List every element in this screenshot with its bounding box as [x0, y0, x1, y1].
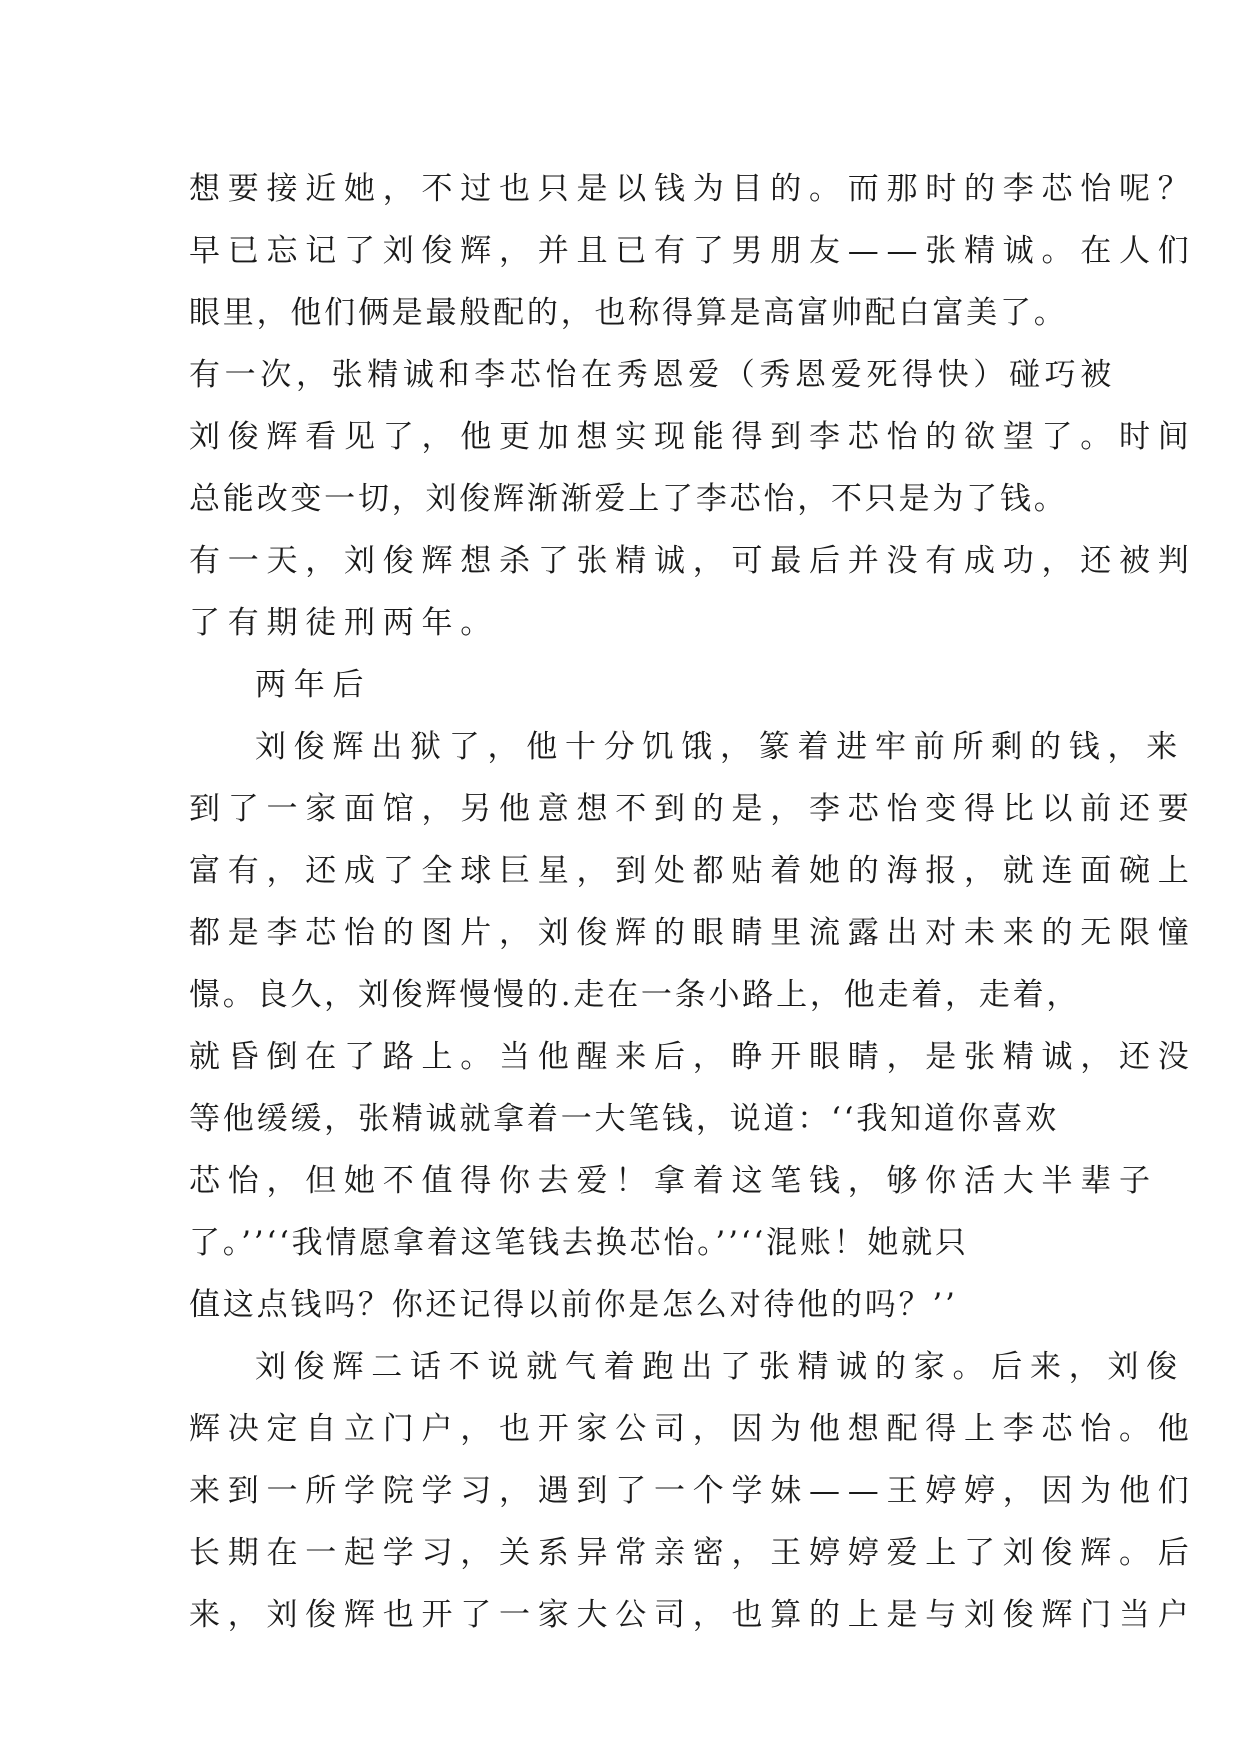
- text-line: 长期在一起学习，关系异常亲密，王婷婷爱上了刘俊辉。后: [189, 1535, 1197, 1571]
- text-line: 到了一家面馆，另他意想不到的是，李芯怡变得比以前还要: [189, 791, 1197, 827]
- text-line: 来到一所学院学习，遇到了一个学妹——王婷婷，因为他们: [189, 1473, 1197, 1509]
- body-text: [189, 158, 1197, 1646]
- text-line: 有一天，刘俊辉想杀了张精诚，可最后并没有成功，还被判: [189, 543, 1197, 579]
- text-line: 憬。良久，刘俊辉慢慢的.走在一条小路上，他走着，走着，: [189, 977, 1081, 1013]
- section-heading: 两年后: [255, 667, 372, 703]
- text-line: 来，刘俊辉也开了一家大公司，也算的上是与刘俊辉门当户: [189, 1597, 1197, 1633]
- text-line: 都是李芯怡的图片，刘俊辉的眼睛里流露出对未来的无限憧: [189, 915, 1197, 951]
- text-line: 辉决定自立门户，也开家公司，因为他想配得上李芯怡。他: [189, 1411, 1197, 1447]
- text-line: 就昏倒在了路上。当他醒来后，睁开眼睛，是张精诚，还没: [189, 1039, 1197, 1075]
- text-line: 了。’’‘‘我情愿拿着这笔钱去换芯怡。’’‘‘混账！她就只: [189, 1225, 969, 1261]
- text-line: 刘俊辉看见了，他更加想实现能得到李芯怡的欲望了。时间: [189, 419, 1197, 455]
- text-line: 富有，还成了全球巨星，到处都贴着她的海报，就连面碗上: [189, 853, 1197, 889]
- text-line: 等他缓缓，张精诚就拿着一大笔钱，说道：‘‘我知道你喜欢: [189, 1101, 1060, 1137]
- text-line: 刘俊辉出狱了，他十分饥饿，篆着进牢前所剩的钱，来: [255, 729, 1185, 765]
- text-line: 刘俊辉二话不说就气着跑出了张精诚的家。后来，刘俊: [255, 1349, 1185, 1385]
- text-line: 早已忘记了刘俊辉，并且已有了男朋友——张精诚。在人们: [189, 233, 1197, 269]
- text-line: 了有期徒刑两年。: [189, 605, 499, 641]
- text-line: 总能改变一切，刘俊辉渐渐爱上了李芯怡，不只是为了钱。: [189, 481, 1068, 517]
- text-line: 想要接近她，不过也只是以钱为目的。而那时的李芯怡呢？: [189, 171, 1197, 207]
- text-line: 眼里，他们俩是最般配的，也称得算是高富帅配白富美了。: [189, 295, 1068, 331]
- text-line: 值这点钱吗？你还记得以前你是怎么对待他的吗？’’: [189, 1287, 958, 1323]
- text-line: 芯怡，但她不值得你去爱！拿着这笔钱，够你活大半辈子: [189, 1163, 1158, 1199]
- text-line: 有一次，张精诚和李芯怡在秀恩爱（秀恩爱死得快）碰巧被: [189, 357, 1116, 393]
